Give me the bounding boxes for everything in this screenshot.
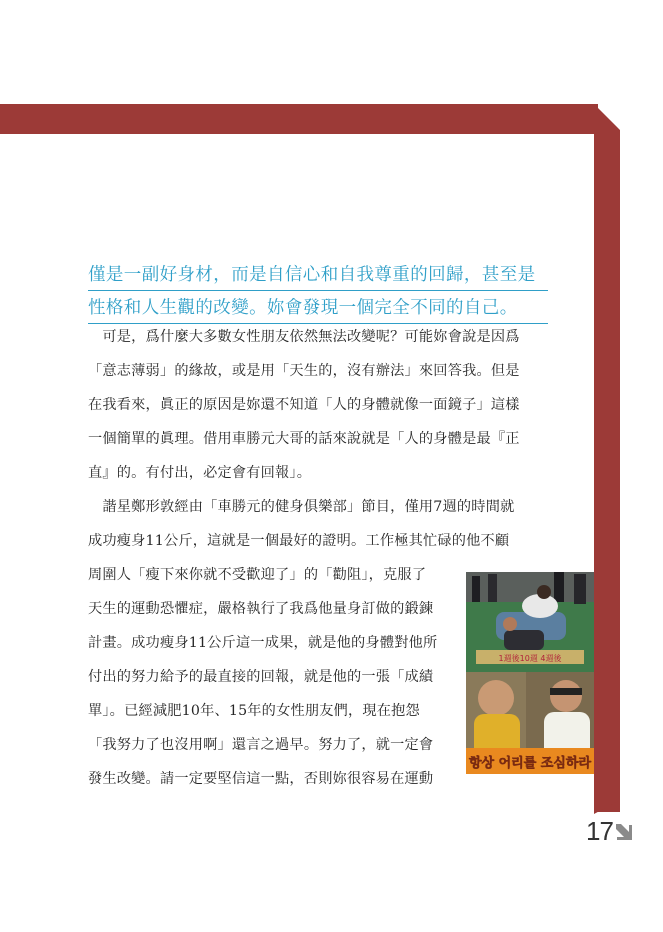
arrow-down-right-icon [614,822,634,842]
text-line: 天生的運動恐懼症，嚴格執行了我爲他量身訂做的鍛鍊 [88,601,434,617]
text-line: 計畫。成功瘦身11公斤這一成果，就是他的身體對他所 [88,635,438,651]
page-number: 17 [586,816,613,846]
intro-quote [88,258,548,324]
body-text [88,320,520,796]
photo-caption-top: 1週後10週 4週後 [498,654,562,663]
intro-line: 性格和人生觀的改變。妳會發現一個完全不同的自己。 [88,291,548,324]
photo-caption-bottom: 항상 어리를 조심하라 [468,756,592,771]
header-band [0,104,598,134]
text-line: 一個簡單的眞理。借用車勝元大哥的話來說就是「人的身體是最『正 [88,431,520,447]
text-line: 「意志薄弱」的緣故，或是用「天生的，沒有辦法」來回答我。但是 [88,363,520,379]
text-line: 成功瘦身11公斤，這就是一個最好的證明。工作極其忙碌的他不顧 [88,533,510,549]
text-line: 直』的。有付出，必定會有回報」。 [88,465,312,481]
text-line: 「我努力了也沒用啊」還言之過早。努力了，就一定會 [88,737,434,753]
text-line: 周圍人「瘦下來你就不受歡迎了」的「勸阻」，克服了 [88,567,427,583]
text-line: 付出的努力給予的最直接的回報，就是他的一張「成績 [88,669,434,685]
text-line: 單」。已經減肥10年、15年的女性朋友們，現在抱怨 [88,703,420,719]
tv-show-photo [466,572,594,774]
text-line: 發生改變。請一定要堅信這一點，否則妳很容易在運動 [88,771,434,787]
side-band-tail [594,800,620,814]
text-line: 可是，爲什麼大多數女性朋友依然無法改變呢？可能妳會說是因爲 [88,329,520,345]
intro-line: 僅是一副好身材，而是自信心和自我尊重的回歸，甚至是 [88,258,548,291]
text-line: 在我看來，眞正的原因是妳還不知道「人的身體就像一面鏡子」這樣 [88,397,520,413]
text-line: 諧星鄭形敦經由「車勝元的健身俱樂部」節目，僅用7週的時間就 [88,499,515,515]
side-band [594,132,620,812]
